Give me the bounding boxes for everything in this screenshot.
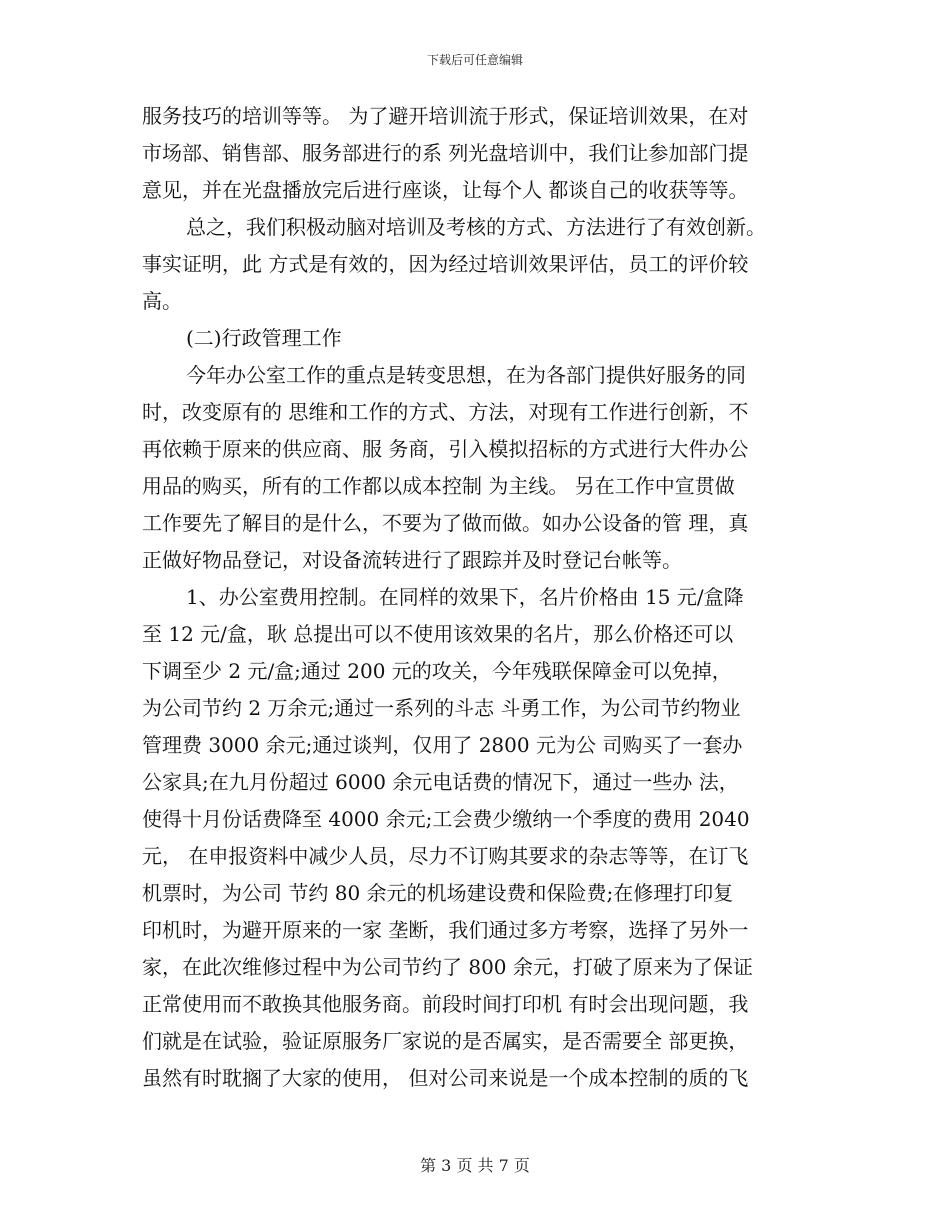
text-line: 至 12 元/盒，耿 总提出可以不使用该效果的名片，那么价格还可以 <box>142 622 734 646</box>
text-line: 管理费 3000 余元;通过谈判，仅用了 2800 元为公 司购买了一套办 <box>142 733 743 757</box>
text-line: 为公司节约 2 万余元;通过一系列的斗志 斗勇工作，为公司节约物业 <box>142 696 741 720</box>
text-line: 服务技巧的培训等等。 为了避开培训流于形式，保证培训效果，在对 <box>142 104 749 128</box>
text-line: 们就是在试验，验证原服务厂家说的是否属实，是否需要全 部更换， <box>142 1029 749 1053</box>
text-line: 下调至少 2 元/盒;通过 200 元的攻关，今年残联保障金可以免掉， <box>142 659 732 683</box>
text-line: 意见，并在光盘播放完后进行座谈，让每个人 都谈自己的收获等等。 <box>142 178 749 202</box>
text-line: 用品的购买，所有的工作都以成本控制 为主线。 另在工作中宣贯做 <box>142 474 735 498</box>
text-line: 事实证明，此 方式是有效的，因为经过培训效果评估，员工的评价较 <box>142 252 749 276</box>
text-line: 正常使用而不敢换其他服务商。前段时间打印机 有时会出现问题，我 <box>142 992 749 1016</box>
text-line: 市场部、销售部、服务部进行的系 列光盘培训中，我们让参加部门提 <box>142 141 749 165</box>
section-heading: (二)行政管理工作 <box>186 326 342 350</box>
text-line: 今年办公室工作的重点是转变思想，在为各部门提供好服务的同 <box>186 363 746 387</box>
text-line: 工作要先了解目的是什么，不要为了做而做。如办公设备的管 理，真 <box>142 511 749 535</box>
text-line: 机票时，为公司 节约 80 余元的机场建设费和保险费;在修理打印复 <box>142 881 734 905</box>
text-line: 再依赖于原来的供应商、服 务商，引入模拟招标的方式进行大件办公 <box>142 437 749 461</box>
page-header: 下载后可任意编辑 <box>426 53 523 67</box>
text-line: 1、办公室费用控制。在同样的效果下，名片价格由 15 元/盒降 <box>186 585 744 609</box>
text-line: 使得十月份话费降至 4000 余元;工会费少缴纳一个季度的费用 2040 <box>142 807 750 831</box>
text-line: 时，改变原有的 思维和工作的方式、方法，对现有工作进行创新，不 <box>142 400 749 424</box>
text-line: 总之，我们积极动脑对培训及考核的方式、方法进行了有效创新。 <box>186 215 766 239</box>
text-line: 虽然有时耽搁了大家的使用， 但对公司来说是一个成本控制的质的飞 <box>142 1066 749 1090</box>
text-line: 公家具;在九月份超过 6000 余元电话费的情况下，通过一些办 法， <box>142 770 739 794</box>
text-line: 正做好物品登记，对设备流转进行了跟踪并及时登记台帐等。 <box>142 548 682 572</box>
text-line: 高。 <box>142 289 182 313</box>
page-footer: 第 3 页 共 7 页 <box>420 1156 530 1175</box>
text-line: 家，在此次维修过程中为公司节约了 800 余元，打破了原来为了保证 <box>142 955 753 979</box>
text-line: 元， 在申报资料中减少人员，尽力不订购其要求的杂志等等，在订飞 <box>142 844 749 868</box>
text-line: 印机时，为避开原来的一家 垄断，我们通过多方考察，选择了另外一 <box>142 918 749 942</box>
document-body <box>142 98 818 1097</box>
